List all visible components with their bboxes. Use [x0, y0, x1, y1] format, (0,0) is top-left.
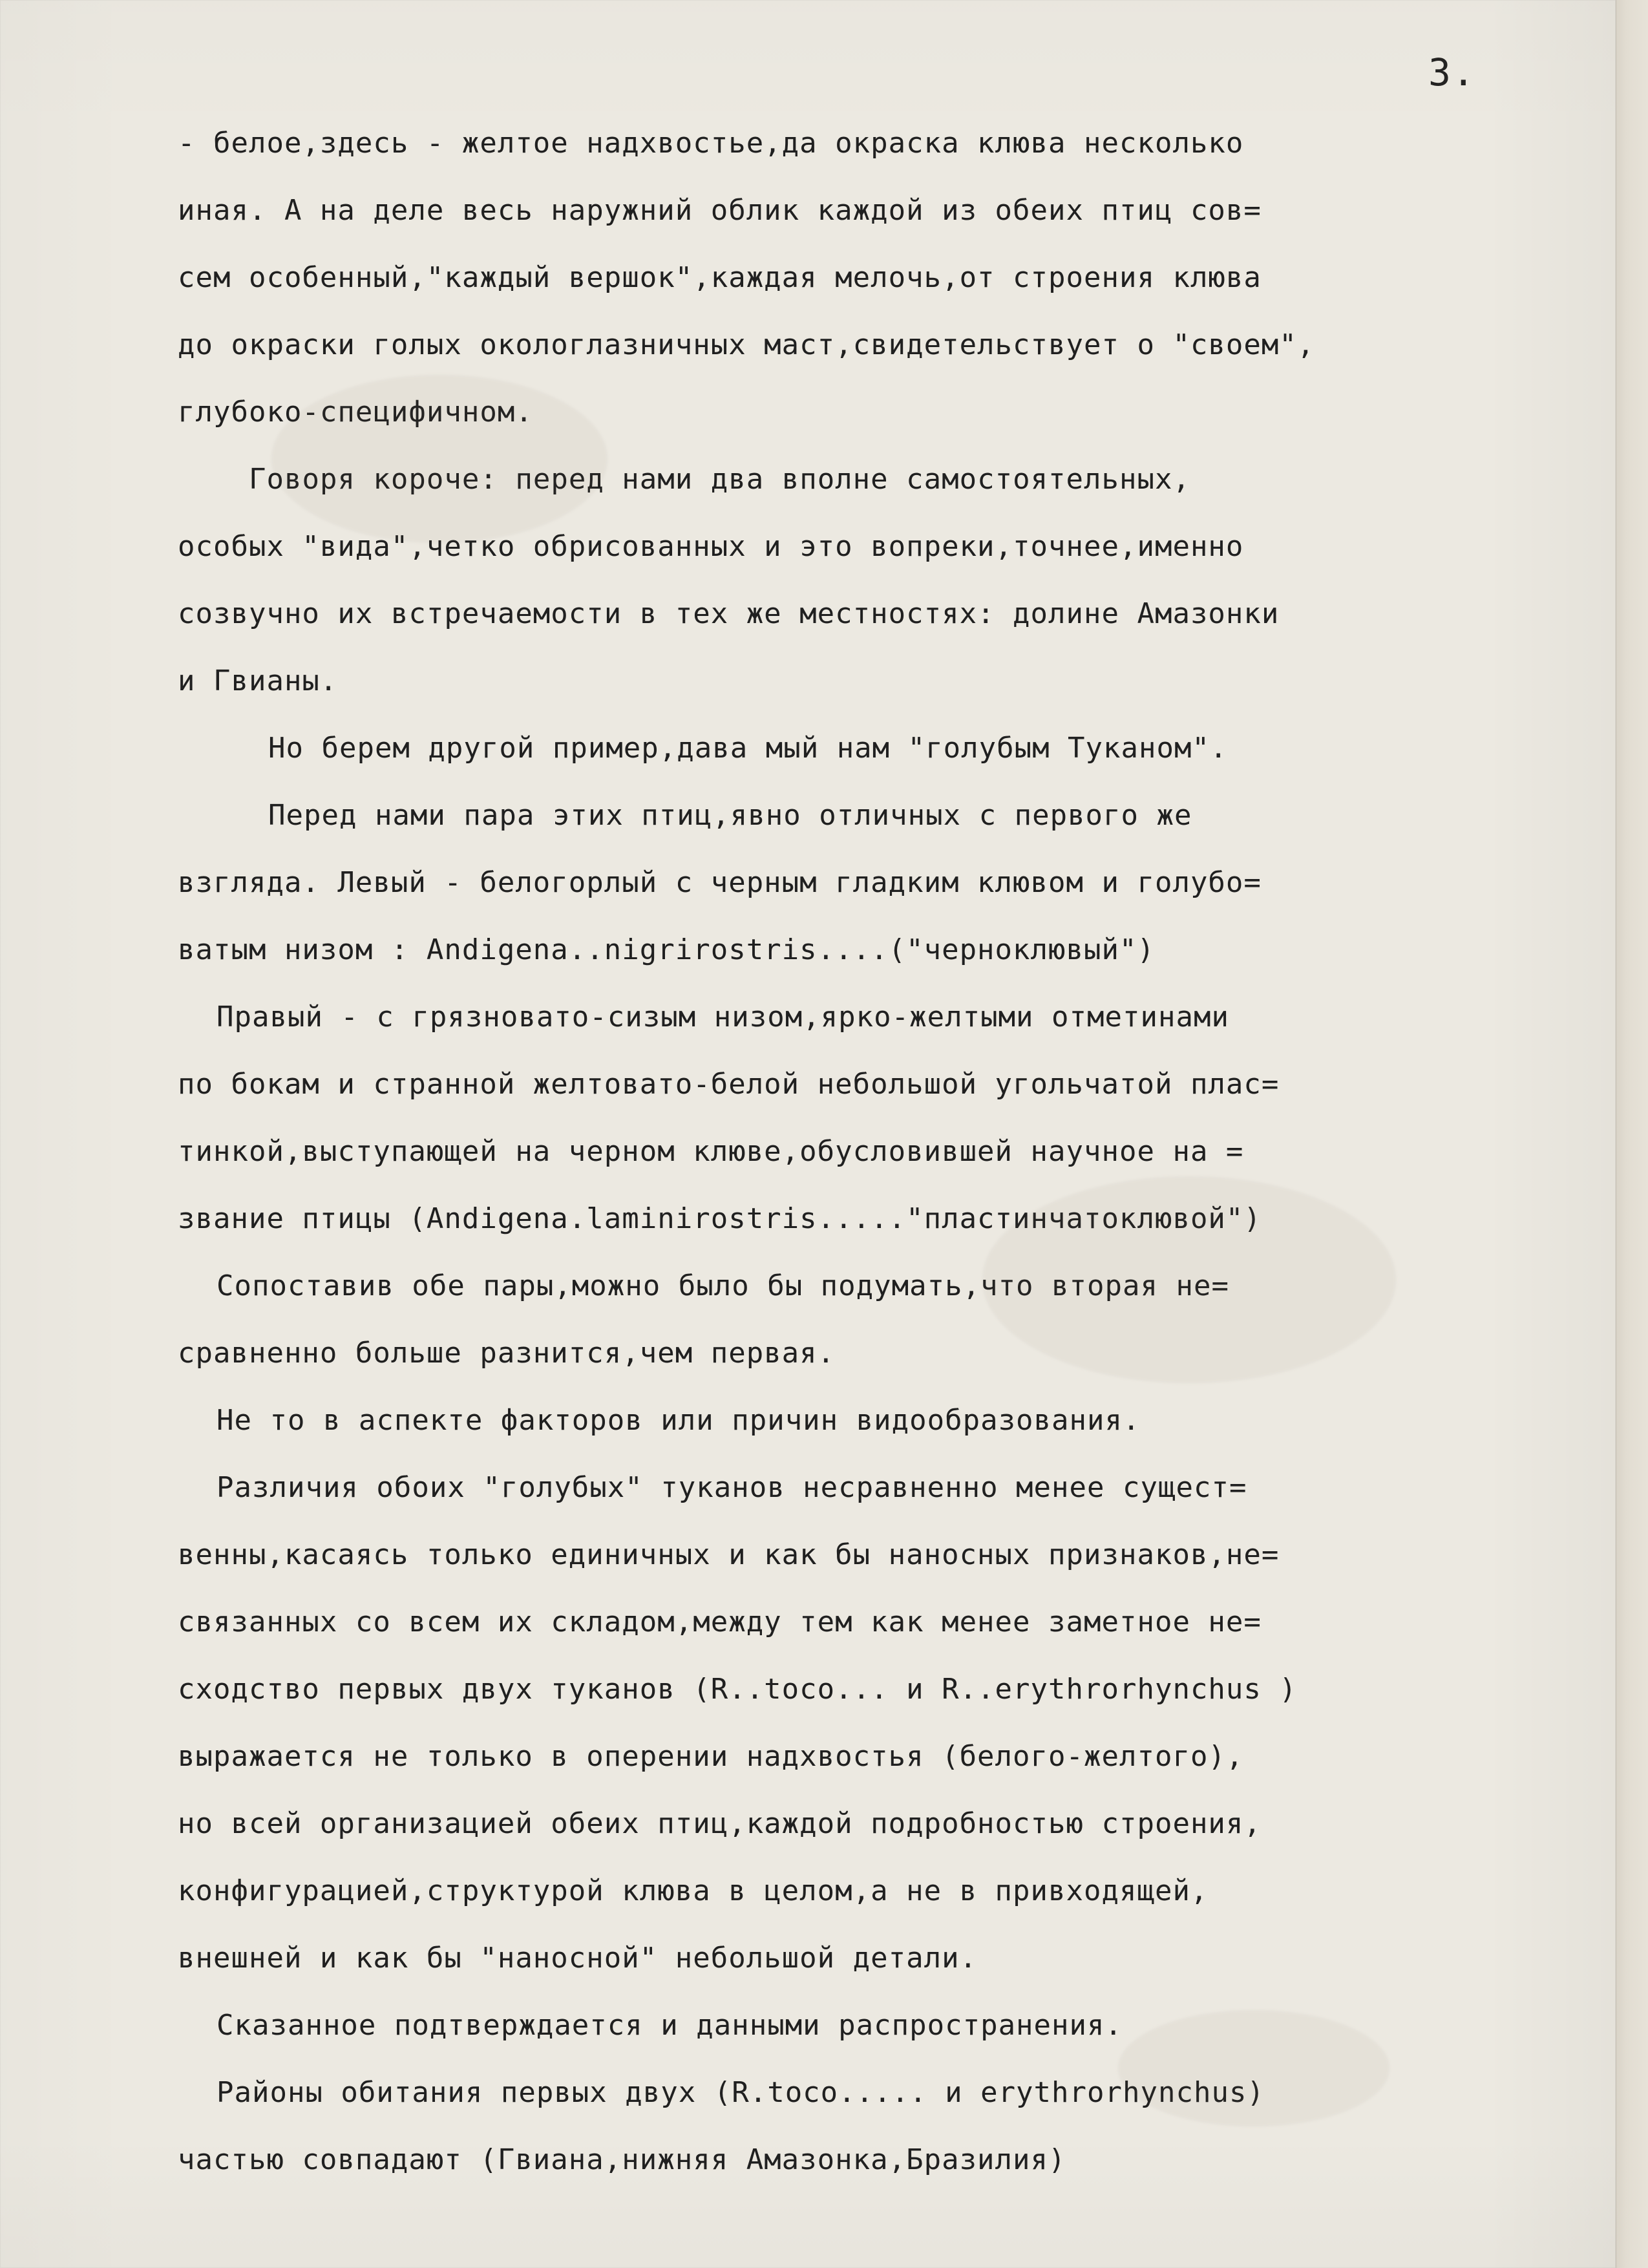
text-line: Но берем другой пример,дава мый нам "голубым Туканом".: [268, 732, 1228, 765]
text-line: частью совпадают (Гвиана,нижняя Амазонка,Бразилия): [178, 2143, 1066, 2176]
text-line: Сказанное подтверждается и данными распространения.: [217, 2009, 1123, 2042]
text-line: конфигурацией,структурой клюва в целом,а не в привходящей,: [178, 1874, 1209, 1907]
text-line: глубоко-специфичном.: [178, 396, 533, 429]
text-line: сходство первых двух туканов (R..toco... и R..erythrorhynchus ): [178, 1673, 1297, 1706]
text-line: до окраски голых окологлазничных маст,свидетельствует о "своем",: [178, 328, 1315, 361]
text-line: Говоря короче: перед нами два вполне самостоятельных,: [249, 463, 1190, 496]
paper-stain: [271, 375, 607, 543]
text-line: связанных со всем их складом,между тем как менее заметное не=: [178, 1606, 1262, 1638]
text-line: тинкой,выступающей на черном клюве,обусловившей научное на =: [178, 1135, 1244, 1168]
paper-stain: [1118, 2010, 1389, 2126]
text-line: ватым низом : Andigena..nigrirostris....("черноклювый"): [178, 933, 1155, 966]
text-line: сем особенный,"каждый вершок",каждая мелочь,от строения клюва: [178, 261, 1262, 294]
text-line: Перед нами пара этих птиц,явно отличных с первого же: [268, 799, 1192, 832]
text-line: выражается не только в оперении надхвостья (белого-желтого),: [178, 1740, 1244, 1773]
text-line: Различия обоих "голубых" туканов несравненно менее сущест=: [217, 1471, 1247, 1504]
text-line: - белое,здесь - желтое надхвостье,да окраска клюва несколько: [178, 127, 1244, 160]
text-line: Правый - с грязновато-сизым низом,ярко-желтыми отметинами: [217, 1001, 1229, 1033]
page-number: 3.: [1428, 50, 1476, 94]
text-line: Не то в аспекте факторов или причин видообразования.: [217, 1404, 1141, 1437]
text-line: по бокам и странной желтовато-белой небольшой угольчатой плас=: [178, 1068, 1280, 1101]
text-line: взгляда. Левый - белогорлый с черным гладким клювом и голубо=: [178, 866, 1262, 899]
text-line: но всей организацией обеих птиц,каждой подробностью строения,: [178, 1807, 1262, 1840]
text-line: сравненно больше разнится,чем первая.: [178, 1337, 836, 1370]
text-line: созвучно их встречаемости в тех же местностях: долине Амазонки: [178, 597, 1280, 630]
text-line: особых "вида",четко обрисованных и это вопреки,точнее,именно: [178, 530, 1244, 563]
text-line: Районы обитания первых двух (R.toco..... и erythrorhynchus): [217, 2076, 1265, 2109]
paper-stain: [982, 1176, 1396, 1383]
page-edge: [1616, 0, 1648, 2268]
text-line: иная. А на деле весь наружний облик каждой из обеих птиц сов=: [178, 194, 1262, 227]
text-line: внешней и как бы "наносной" небольшой детали.: [178, 1942, 978, 1975]
text-line: венны,касаясь только единичных и как бы наносных признаков,не=: [178, 1538, 1280, 1571]
text-line: и Гвианы.: [178, 664, 338, 697]
text-line: звание птицы (Andigena.laminirostris....."пластинчатоклювой"): [178, 1202, 1262, 1235]
text-line: Сопоставив обе пары,можно было бы подумать,что вторая не=: [217, 1269, 1229, 1302]
